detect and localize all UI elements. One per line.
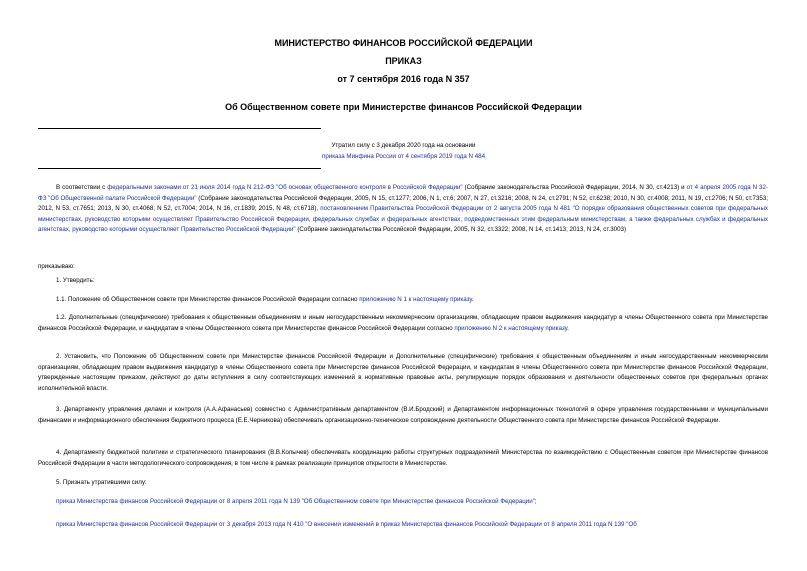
item-1-1-end: . <box>471 296 474 303</box>
item-5: 5. Признать утратившими силу: <box>56 479 147 486</box>
preamble-text: (Собрание законодательства Российской Федерации, 2005, N 32, ст.3322; 2008, N 14, ст.1413; 2013, N 24, ст.3003) <box>295 226 627 234</box>
preamble-text: (Собрание законодательства Российской Федерации, 2005, N 15, ст.1277; 2006, N 1, ст.6; 2007, N 27, ст.3216; 2008, N 24, ст.2791; N 52, ст.6238; 2010, N 30, ст.4008; 2011, N 19, ст.2706; N 50, ст.7353; 2012, N 53, ст.7651; 2013, N 30, ст.4068; N 52, ст.7004; 2014, N 16, ст.1839; 2015, N 48, ст.6718), <box>38 194 769 213</box>
page-title: Об Общественном совете при Министерстве финансов Российской Федерации <box>225 102 582 112</box>
item-1-2 <box>38 313 768 334</box>
order-word: приказываю: <box>38 263 75 270</box>
repeal-1-end: ; <box>534 498 537 505</box>
item-1-2-text: 1.2. Дополнительные (специфические) требования к общественным объединениям и иным негосударственным некоммерческим организациям, обладающим правом выдвижения кандидатур в члены Общественного совета при Министерстве финансов Российской Федерации, и кандидатам в члены Общественного совета при Министерстве финансов Российской Федерации согласно <box>38 314 768 332</box>
status-link[interactable]: приказа Минфина России от 4 сентября 2019 года N 484 <box>321 153 486 160</box>
resolution-481-link[interactable]: постановлением Правительства Российской Федерации от 2 августа 2005 года N 481 "О порядке образования общественных советов при федеральных министерствах, руководство которыми осуществляет Правительство Российской Федерации, федеральных службах и федеральных агентствах, подведомственных этим федеральным министерствам, а также федеральных службах и федеральных агентствах, руководство которыми осуществляет Правительство Российской Федерации" <box>38 205 768 234</box>
preamble-paragraph <box>38 183 768 236</box>
item-1-1-text: 1.1. Положение об Общественном совете при Министерстве финансов Российской Федерации согласно <box>56 296 360 303</box>
date-number-heading: от 7 сентября 2016 года N 357 <box>337 74 470 84</box>
order-139-link[interactable]: приказ Министерства финансов Российской Федерации от 8 апреля 2011 года N 139 "Об Общественном совете при Министерстве финансов Российской Федерации" <box>56 498 535 505</box>
law-212-link[interactable]: федеральными законами от 21 июля 2014 года N 212-ФЗ "Об основах общественного контроля в Российской Федерации" <box>107 184 463 191</box>
order-410-link[interactable]: приказ Министерства финансов Российской Федерации от 3 декабря 2013 года N 410 "О внесении изменений в приказ Министерства финансов Российской Федерации от 8 апреля 2011 года N 139 "Об <box>56 521 637 528</box>
top-divider <box>38 128 321 129</box>
status-note: Утратил силу с 3 декабря 2020 года на основании <box>331 142 476 149</box>
repeal-1 <box>38 497 768 508</box>
item-1-2-end: . <box>567 324 569 332</box>
item-1-1 <box>56 295 474 305</box>
law-32-link[interactable]: от 4 апреля 2005 года N 32-ФЗ "Об Общественной палате Российской Федерации" <box>38 184 768 202</box>
item-1: 1. Утвердить: <box>56 277 95 284</box>
preamble-text: (Собрание законодательства Российской Федерации, 2014, N 30, ст.4213) и <box>462 184 687 191</box>
item-4: 4. Департаменту бюджетной политики и стратегического планирования (В.В.Колычев) обеспечивать координацию работы структурных подразделений Министерства по взаимодействию с Общественным советом при Министерстве финансов Российской Федерации в части методологического сопровождения, в том числе в рамках реализации принципов открытости в Министерстве. <box>38 449 768 467</box>
appendix-2-link[interactable]: приложению N 2 к настоящему приказу <box>454 324 568 332</box>
repeal-2 <box>38 520 768 531</box>
ministry-heading: МИНИСТЕРСТВО ФИНАНСОВ РОССИЙСКОЙ ФЕДЕРАЦИИ <box>274 38 533 48</box>
item-2: 2. Установить, что Положение об Общественном совете при Министерстве финансов Российской Федерации и Дополнительные (специфические) требования к общественным объединениям и иным негосударственным некоммерческим организациям, обладающим правом выдвижения кандидатур в члены Общественного совета при Министерстве финансов Российской Федерации, и кандидатам в члены Общественного совета при Министерстве финансов Российской Федерации, утвержденные настоящим приказом, действуют до даты вступления в силу соответствующих изменений в нормативные правовые акты, регулирующие порядок образования и деятельности общественных советов при федеральных органах исполнительной власти. <box>38 353 768 392</box>
preamble-text: В соответствии с <box>56 184 108 191</box>
doc-type-heading: ПРИКАЗ <box>385 56 422 66</box>
appendix-1-link[interactable]: приложению N 1 к настоящему приказу <box>359 296 472 303</box>
item-3: 3. Департаменту управления делами и контроля (А.А.Афанасьев) совместно с Административным департаментом (В.И.Бродский) и Департаментом информационных технологий в сфере управления государственными и муниципальными финансами и информационного обеспечения бюджетного процесса (Е.Е.Черникова) обеспечивать организационно-техническое сопровождение деятельности Общественного совета при Министерстве финансов Российской Федерации. <box>38 406 768 424</box>
bottom-divider <box>38 168 321 169</box>
